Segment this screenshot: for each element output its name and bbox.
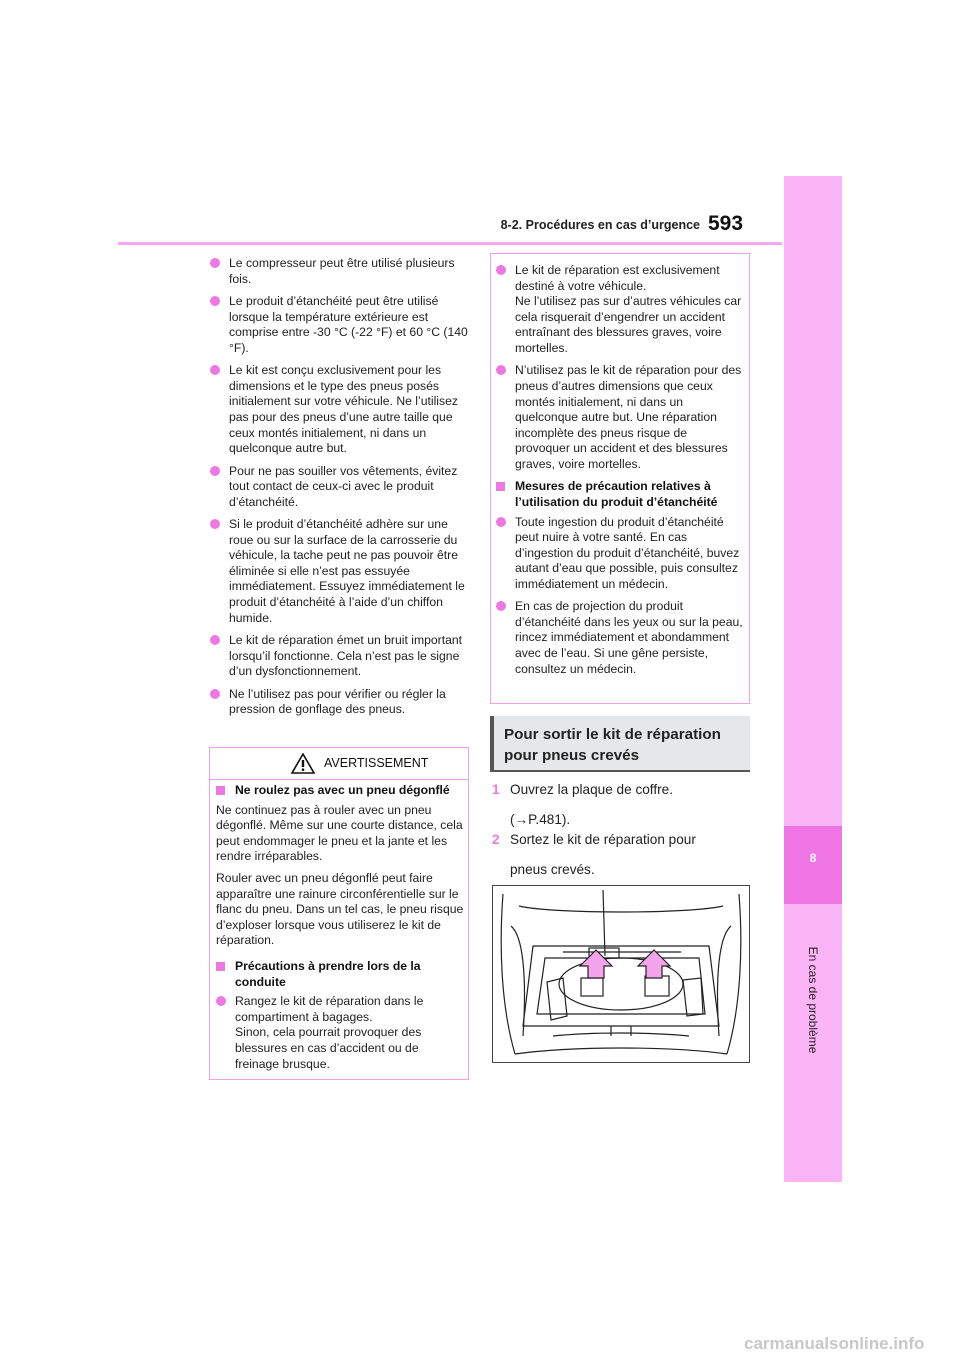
section-title: 8-2. Procédures en cas d’urgence [500, 218, 700, 232]
subheading-text: Mesures de précaution relatives à l’utilisation du produit d’étanchéité [515, 479, 718, 509]
square-bullet-icon [216, 962, 225, 971]
list-item-text: En cas de projection du produit d’étanchéité dans les yeux ou sur la peau, rincez immédiatement et abondamment avec de l’eau. Si une gêne persiste, consultez un médecin. [515, 599, 743, 676]
section-heading [490, 716, 750, 772]
list-item-text: Rangez le kit de réparation dans le compartiment à bagages. Sinon, cela pourrait provoquer des blessures en cas d’accident ou de freinage brusque. [235, 994, 424, 1071]
warning-subheading [496, 479, 744, 510]
step-number: 1 [492, 782, 500, 797]
warning-title: AVERTISSEMENT [324, 756, 429, 770]
warning-continuation-body [496, 263, 744, 684]
subheading-text: Ne roulez pas avec un pneu dégonflé [235, 783, 450, 797]
bullet-dot-icon [496, 365, 506, 375]
list-item-text: Ne l’utilisez pas pour vérifier ou régler la pression de gonflage des pneus. [229, 686, 446, 717]
list-item [216, 994, 464, 1072]
warning-body [216, 783, 464, 1079]
section-heading-text: Pour sortir le kit de réparation pour pneus crevés [504, 726, 721, 764]
list-item [210, 363, 468, 457]
list-item [210, 256, 468, 287]
list-item [210, 517, 468, 626]
list-item-text: Toute ingestion du produit d’étanchéité peut nuire à votre santé. En cas d’ingestion du produit d’étanchéité, buvez autant d’eau que possible, puis consultez immédiatement un médecin. [515, 514, 740, 591]
warning-subheading [216, 783, 464, 799]
bullet-dot-icon [216, 996, 226, 1006]
chapter-number: 8 [809, 851, 817, 865]
step-item [492, 779, 752, 831]
list-item [496, 263, 744, 357]
bullet-dot-icon [210, 365, 220, 375]
chapter-number-block [784, 826, 842, 904]
warning-continuation-box [490, 253, 750, 704]
list-item-text: Le compresseur peut être utilisé plusieurs fois. [229, 256, 455, 286]
page-reference-link[interactable]: (→P.481). [510, 812, 571, 827]
list-item-text: Le produit d’étanchéité peut être utilisé lorsque la température extérieure est comprise entre -30 °C (-22 °F) et 60 °C (140 °F). [229, 293, 468, 355]
watermark: carmanualsonline.info [744, 1334, 925, 1353]
warning-paragraph: Rouler avec un pneu dégonflé peut faire apparaître une rainure circonférentielle sur le flanc du pneu. Dans un tel cas, le pneu risque d’exploser lorsque vous utiliserez le kit de réparation. [216, 870, 464, 948]
subheading-text: Précautions à prendre lors de la conduite [235, 958, 421, 989]
step-number: 2 [492, 832, 500, 847]
warning-subheading [216, 959, 464, 990]
square-bullet-icon [496, 482, 505, 491]
heading-accent-bar [490, 716, 494, 770]
warning-triangle-icon [291, 753, 315, 774]
list-item [496, 515, 744, 593]
list-item-text: Le kit de réparation est exclusivement destiné à votre véhicule. Ne l’utilisez pas sur d’autres véhicules car cela risquerait d’engendrer un accident entraînant des blessures graves, voire mortelles. [515, 263, 742, 355]
square-bullet-icon [216, 786, 225, 795]
bullet-dot-icon [210, 689, 220, 699]
warning-paragraph: Ne continuez pas à rouler avec un pneu dégonflé. Même sur une courte distance, cela peut endommager le pneu et la jante et les rendre irréparables. [216, 802, 463, 864]
list-item [210, 464, 468, 511]
trunk-repair-kit-drawing [493, 886, 749, 1062]
trunk-illustration [492, 885, 750, 1063]
list-item [210, 633, 468, 680]
list-item-text: Le kit est conçu exclusivement pour les dimensions et le type des pneus posés initialement sur votre véhicule. Ne l’utilisez pas pour des pneus d’une autre taille que ceux montés initialement, ni dans un quelconque autre but. [229, 363, 458, 456]
list-item [210, 294, 468, 356]
page-number: 593 [708, 212, 744, 235]
step-text: Ouvrez la plaque de coffre. [510, 782, 673, 797]
list-item-text: Pour ne pas souiller vos vêtements, évitez tout contact de ceux-ci avec le produit d’étanchéité. [229, 463, 458, 509]
list-item [496, 599, 744, 677]
warning-box [209, 747, 469, 1080]
bullet-dot-icon [210, 635, 220, 645]
bullet-dot-icon [210, 296, 220, 306]
bullet-dot-icon [210, 466, 220, 476]
step-item [492, 829, 752, 885]
header-rule [118, 242, 782, 245]
step-text: Sortez le kit de réparation pour pneus crevés. [510, 832, 696, 877]
warning-header [210, 748, 468, 780]
list-item-text: Si le produit d’étanchéité adhère sur une roue ou sur la surface de la carrosserie du véhicule, la tache peut ne pas pouvoir être éliminée si elle n’est pas essuyée immédiatement. Essuyez immédiatement le produit d’étanchéité à l’aide d’un chiffon humide. [229, 517, 465, 625]
bullet-dot-icon [210, 519, 220, 529]
bullet-dot-icon [496, 601, 506, 611]
list-item [210, 687, 468, 718]
list-item [496, 363, 744, 472]
list-item-text: N’utilisez pas le kit de réparation pour des pneus d’autres dimensions que ceux montés initialement, ni dans un quelconque autre but. Une réparation incomplète des pneus risque de provoquer un accident et des blessures graves, voire mortelles. [515, 363, 742, 471]
bullet-dot-icon [210, 258, 220, 268]
chapter-title-text: En cas de problème [806, 946, 820, 1054]
list-item-text: Le kit de réparation émet un bruit important lorsqu’il fonctionne. Cela n’est pas le signe d’un dysfonctionnement. [229, 633, 463, 679]
bullet-dot-icon [496, 517, 506, 527]
left-bullet-list [210, 256, 468, 725]
bullet-dot-icon [496, 265, 506, 275]
